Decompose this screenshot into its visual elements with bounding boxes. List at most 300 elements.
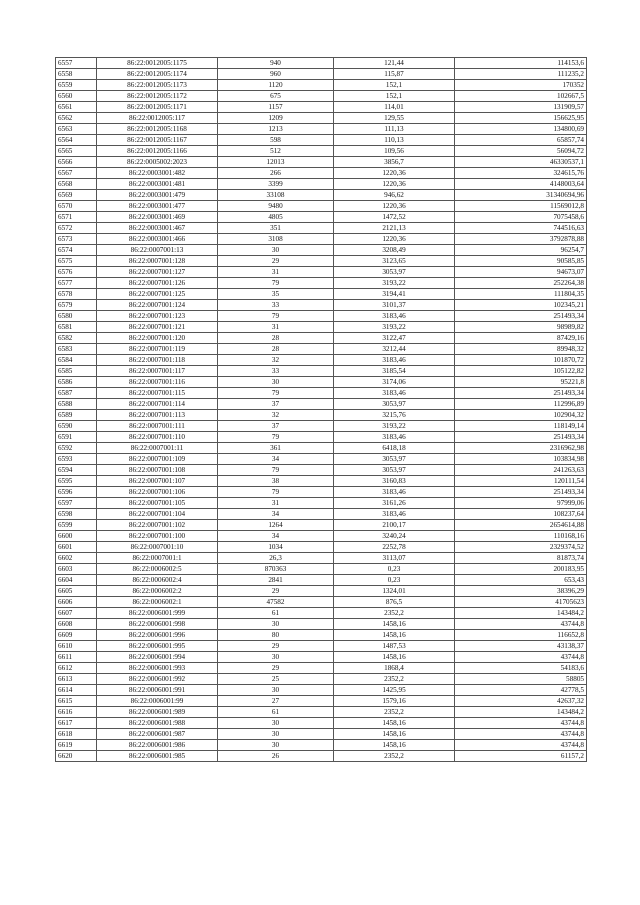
cadastral-number-cell: 86:22:0012005:1172 <box>97 91 218 102</box>
cadastral-value-cell: 4148003,64 <box>455 179 587 190</box>
cadastral-number-cell: 86:22:0007001:110 <box>97 432 218 443</box>
area-cell: 79 <box>218 311 334 322</box>
cadastral-value-cell: 96254,7 <box>455 245 587 256</box>
cadastral-number-cell: 86:22:0012005:1171 <box>97 102 218 113</box>
row-number-cell: 6572 <box>56 223 97 234</box>
table-row <box>56 542 587 553</box>
row-number-cell: 6592 <box>56 443 97 454</box>
table-row <box>56 355 587 366</box>
row-number-cell: 6573 <box>56 234 97 245</box>
row-number-cell: 6566 <box>56 157 97 168</box>
area-cell: 30 <box>218 245 334 256</box>
cadastral-number-cell: 86:22:0007001:106 <box>97 487 218 498</box>
unit-value-cell: 0,23 <box>334 575 455 586</box>
cadastral-value-cell: 118149,14 <box>455 421 587 432</box>
area-cell: 79 <box>218 432 334 443</box>
row-number-cell: 6608 <box>56 619 97 630</box>
area-cell: 34 <box>218 454 334 465</box>
row-number-cell: 6601 <box>56 542 97 553</box>
row-number-cell: 6559 <box>56 80 97 91</box>
unit-value-cell: 3161,26 <box>334 498 455 509</box>
table-row <box>56 729 587 740</box>
unit-value-cell: 2252,78 <box>334 542 455 553</box>
area-cell: 598 <box>218 135 334 146</box>
area-cell: 3399 <box>218 179 334 190</box>
table-row <box>56 652 587 663</box>
area-cell: 351 <box>218 223 334 234</box>
area-cell: 47582 <box>218 597 334 608</box>
table-row <box>56 333 587 344</box>
cadastral-number-cell: 86:22:0006001:998 <box>97 619 218 630</box>
cadastral-number-cell: 86:22:0007001:100 <box>97 531 218 542</box>
cadastral-value-cell: 2654614,88 <box>455 520 587 531</box>
area-cell: 30 <box>218 619 334 630</box>
cadastral-value-cell: 54183,6 <box>455 663 587 674</box>
cadastral-number-cell: 86:22:0012005:117 <box>97 113 218 124</box>
row-number-cell: 6596 <box>56 487 97 498</box>
cadastral-value-cell: 653,43 <box>455 575 587 586</box>
cadastral-number-cell: 86:22:0005002:2023 <box>97 157 218 168</box>
row-number-cell: 6609 <box>56 630 97 641</box>
cadastral-value-cell: 108237,64 <box>455 509 587 520</box>
unit-value-cell: 1458,16 <box>334 740 455 751</box>
area-cell: 26,3 <box>218 553 334 564</box>
cadastral-value-cell: 251493,34 <box>455 432 587 443</box>
cadastral-value-cell: 81873,74 <box>455 553 587 564</box>
table-row <box>56 410 587 421</box>
area-cell: 512 <box>218 146 334 157</box>
area-cell: 29 <box>218 641 334 652</box>
unit-value-cell: 876,5 <box>334 597 455 608</box>
row-number-cell: 6583 <box>56 344 97 355</box>
cadastral-number-cell: 86:22:0007001:119 <box>97 344 218 355</box>
cadastral-value-cell: 251493,34 <box>455 311 587 322</box>
area-cell: 31 <box>218 267 334 278</box>
table-row <box>56 322 587 333</box>
area-cell: 33108 <box>218 190 334 201</box>
cadastral-number-cell: 86:22:0007001:107 <box>97 476 218 487</box>
cadastral-value-cell: 134800,69 <box>455 124 587 135</box>
unit-value-cell: 129,55 <box>334 113 455 124</box>
unit-value-cell: 115,87 <box>334 69 455 80</box>
row-number-cell: 6580 <box>56 311 97 322</box>
table-row <box>56 245 587 256</box>
area-cell: 37 <box>218 421 334 432</box>
area-cell: 80 <box>218 630 334 641</box>
cadastral-value-cell: 102904,32 <box>455 410 587 421</box>
cadastral-number-cell: 86:22:0007001:1 <box>97 553 218 564</box>
cadastral-value-cell: 143484,2 <box>455 608 587 619</box>
cadastral-number-cell: 86:22:0006001:989 <box>97 707 218 718</box>
table-row <box>56 476 587 487</box>
cadastral-number-cell: 86:22:0006001:991 <box>97 685 218 696</box>
table-row <box>56 740 587 751</box>
row-number-cell: 6602 <box>56 553 97 564</box>
cadastral-value-cell: 111804,35 <box>455 289 587 300</box>
cadastral-value-cell: 103834,98 <box>455 454 587 465</box>
row-number-cell: 6593 <box>56 454 97 465</box>
unit-value-cell: 1458,16 <box>334 652 455 663</box>
table-row <box>56 564 587 575</box>
row-number-cell: 6577 <box>56 278 97 289</box>
cadastral-value-cell: 43138,37 <box>455 641 587 652</box>
table-row <box>56 146 587 157</box>
row-number-cell: 6591 <box>56 432 97 443</box>
row-number-cell: 6584 <box>56 355 97 366</box>
unit-value-cell: 3183,46 <box>334 311 455 322</box>
row-number-cell: 6565 <box>56 146 97 157</box>
cadastral-value-cell: 43744,8 <box>455 619 587 630</box>
area-cell: 35 <box>218 289 334 300</box>
row-number-cell: 6615 <box>56 696 97 707</box>
table-row <box>56 300 587 311</box>
unit-value-cell: 111,13 <box>334 124 455 135</box>
row-number-cell: 6600 <box>56 531 97 542</box>
row-number-cell: 6578 <box>56 289 97 300</box>
cadastral-number-cell: 86:22:0007001:108 <box>97 465 218 476</box>
area-cell: 30 <box>218 377 334 388</box>
cadastral-number-cell: 86:22:0006001:987 <box>97 729 218 740</box>
cadastral-number-cell: 86:22:0007001:117 <box>97 366 218 377</box>
table-row <box>56 553 587 564</box>
cadastral-value-cell: 105122,82 <box>455 366 587 377</box>
cadastral-number-cell: 86:22:0012005:1174 <box>97 69 218 80</box>
unit-value-cell: 1487,53 <box>334 641 455 652</box>
cadastral-value-cell: 101870,72 <box>455 355 587 366</box>
cadastral-number-cell: 86:22:0012005:1166 <box>97 146 218 157</box>
row-number-cell: 6558 <box>56 69 97 80</box>
table-row <box>56 388 587 399</box>
table-row <box>56 80 587 91</box>
cadastral-number-cell: 86:22:0007001:116 <box>97 377 218 388</box>
cadastral-number-cell: 86:22:0007001:123 <box>97 311 218 322</box>
table-row <box>56 113 587 124</box>
area-cell: 30 <box>218 740 334 751</box>
table-row <box>56 124 587 135</box>
table-row <box>56 718 587 729</box>
cadastral-value-cell: 89948,32 <box>455 344 587 355</box>
area-cell: 32 <box>218 410 334 421</box>
cadastral-number-cell: 86:22:0007001:114 <box>97 399 218 410</box>
table-row <box>56 223 587 234</box>
table-row <box>56 91 587 102</box>
row-number-cell: 6590 <box>56 421 97 432</box>
cadastral-value-cell: 251493,34 <box>455 487 587 498</box>
row-number-cell: 6614 <box>56 685 97 696</box>
area-cell: 25 <box>218 674 334 685</box>
table-row <box>56 597 587 608</box>
cadastral-number-cell: 86:22:0003001:466 <box>97 234 218 245</box>
cadastral-number-cell: 86:22:0006001:999 <box>97 608 218 619</box>
area-cell: 29 <box>218 586 334 597</box>
cadastral-value-cell: 170352 <box>455 80 587 91</box>
cadastral-value-cell: 241263,63 <box>455 465 587 476</box>
cadastral-value-cell: 90585,85 <box>455 256 587 267</box>
unit-value-cell: 3122,47 <box>334 333 455 344</box>
cadastral-value-cell: 43744,8 <box>455 652 587 663</box>
unit-value-cell: 1472,52 <box>334 212 455 223</box>
unit-value-cell: 3053,97 <box>334 399 455 410</box>
cadastral-value-cell: 41705623 <box>455 597 587 608</box>
unit-value-cell: 2352,2 <box>334 751 455 762</box>
table-row <box>56 487 587 498</box>
unit-value-cell: 3183,46 <box>334 432 455 443</box>
unit-value-cell: 3183,46 <box>334 509 455 520</box>
cadastral-value-cell: 43744,8 <box>455 718 587 729</box>
cadastral-value-cell: 95221,8 <box>455 377 587 388</box>
table-row <box>56 685 587 696</box>
unit-value-cell: 152,1 <box>334 80 455 91</box>
area-cell: 31 <box>218 498 334 509</box>
row-number-cell: 6570 <box>56 201 97 212</box>
cadastral-value-cell: 744516,63 <box>455 223 587 234</box>
area-cell: 1213 <box>218 124 334 135</box>
unit-value-cell: 121,44 <box>334 58 455 69</box>
table-row <box>56 498 587 509</box>
cadastral-value-cell: 111235,2 <box>455 69 587 80</box>
unit-value-cell: 3183,46 <box>334 388 455 399</box>
area-cell: 79 <box>218 465 334 476</box>
cadastral-value-cell: 38396,29 <box>455 586 587 597</box>
table-row <box>56 58 587 69</box>
unit-value-cell: 0,23 <box>334 564 455 575</box>
row-number-cell: 6594 <box>56 465 97 476</box>
unit-value-cell: 1458,16 <box>334 729 455 740</box>
table-row <box>56 289 587 300</box>
table-row <box>56 234 587 245</box>
area-cell: 1209 <box>218 113 334 124</box>
row-number-cell: 6568 <box>56 179 97 190</box>
table-row <box>56 630 587 641</box>
table-row <box>56 201 587 212</box>
cadastral-value-cell: 11569012,8 <box>455 201 587 212</box>
unit-value-cell: 1425,95 <box>334 685 455 696</box>
row-number-cell: 6605 <box>56 586 97 597</box>
area-cell: 30 <box>218 652 334 663</box>
row-number-cell: 6571 <box>56 212 97 223</box>
unit-value-cell: 3183,46 <box>334 487 455 498</box>
cadastral-value-cell: 102345,21 <box>455 300 587 311</box>
cadastral-value-cell: 65857,74 <box>455 135 587 146</box>
cadastral-number-cell: 86:22:0012005:1173 <box>97 80 218 91</box>
table-row <box>56 465 587 476</box>
cadastral-number-cell: 86:22:0007001:118 <box>97 355 218 366</box>
cadastral-number-cell: 86:22:0007001:104 <box>97 509 218 520</box>
unit-value-cell: 3240,24 <box>334 531 455 542</box>
row-number-cell: 6563 <box>56 124 97 135</box>
cadastral-number-cell: 86:22:0007001:13 <box>97 245 218 256</box>
row-number-cell: 6587 <box>56 388 97 399</box>
cadastral-value-cell: 2316962,98 <box>455 443 587 454</box>
area-cell: 34 <box>218 531 334 542</box>
unit-value-cell: 2100,17 <box>334 520 455 531</box>
cadastral-value-cell: 98989,82 <box>455 322 587 333</box>
area-cell: 960 <box>218 69 334 80</box>
cadastral-number-cell: 86:22:0012005:1168 <box>97 124 218 135</box>
cadastral-number-cell: 86:22:0007001:105 <box>97 498 218 509</box>
table-row <box>56 421 587 432</box>
row-number-cell: 6579 <box>56 300 97 311</box>
unit-value-cell: 1220,36 <box>334 179 455 190</box>
row-number-cell: 6562 <box>56 113 97 124</box>
cadastral-value-cell: 102667,5 <box>455 91 587 102</box>
row-number-cell: 6564 <box>56 135 97 146</box>
unit-value-cell: 1458,16 <box>334 718 455 729</box>
cadastral-value-cell: 94673,07 <box>455 267 587 278</box>
cadastral-number-cell: 86:22:0006002:2 <box>97 586 218 597</box>
area-cell: 27 <box>218 696 334 707</box>
table-row <box>56 608 587 619</box>
cadastral-value-cell: 42778,5 <box>455 685 587 696</box>
unit-value-cell: 114,01 <box>334 102 455 113</box>
area-cell: 3108 <box>218 234 334 245</box>
unit-value-cell: 3123,65 <box>334 256 455 267</box>
table-row <box>56 531 587 542</box>
cadastral-value-cell: 87429,16 <box>455 333 587 344</box>
table-row <box>56 454 587 465</box>
row-number-cell: 6599 <box>56 520 97 531</box>
row-number-cell: 6604 <box>56 575 97 586</box>
unit-value-cell: 3215,76 <box>334 410 455 421</box>
cadastral-number-cell: 86:22:0006002:5 <box>97 564 218 575</box>
unit-value-cell: 109,56 <box>334 146 455 157</box>
cadastral-number-cell: 86:22:0006001:996 <box>97 630 218 641</box>
table-row <box>56 399 587 410</box>
cadastral-number-cell: 86:22:0007001:126 <box>97 278 218 289</box>
cadastral-number-cell: 86:22:0006001:994 <box>97 652 218 663</box>
cadastral-number-cell: 86:22:0006001:99 <box>97 696 218 707</box>
row-number-cell: 6620 <box>56 751 97 762</box>
area-cell: 1157 <box>218 102 334 113</box>
cadastral-number-cell: 86:22:0012005:1167 <box>97 135 218 146</box>
unit-value-cell: 3185,54 <box>334 366 455 377</box>
area-cell: 32 <box>218 355 334 366</box>
table-row <box>56 377 587 388</box>
row-number-cell: 6612 <box>56 663 97 674</box>
row-number-cell: 6613 <box>56 674 97 685</box>
table-row <box>56 102 587 113</box>
table-row <box>56 707 587 718</box>
cadastral-number-cell: 86:22:0007001:109 <box>97 454 218 465</box>
cadastral-number-cell: 86:22:0003001:481 <box>97 179 218 190</box>
row-number-cell: 6576 <box>56 267 97 278</box>
unit-value-cell: 3101,37 <box>334 300 455 311</box>
unit-value-cell: 110,13 <box>334 135 455 146</box>
cadastral-number-cell: 86:22:0006001:995 <box>97 641 218 652</box>
table-row <box>56 443 587 454</box>
row-number-cell: 6589 <box>56 410 97 421</box>
cadastral-number-cell: 86:22:0007001:125 <box>97 289 218 300</box>
row-number-cell: 6610 <box>56 641 97 652</box>
area-cell: 38 <box>218 476 334 487</box>
cadastral-value-cell: 56094,72 <box>455 146 587 157</box>
cadastral-number-cell: 86:22:0003001:482 <box>97 168 218 179</box>
area-cell: 37 <box>218 399 334 410</box>
area-cell: 61 <box>218 707 334 718</box>
table-row <box>56 69 587 80</box>
row-number-cell: 6598 <box>56 509 97 520</box>
unit-value-cell: 1458,16 <box>334 619 455 630</box>
cadastral-number-cell: 86:22:0007001:121 <box>97 322 218 333</box>
table-row <box>56 619 587 630</box>
unit-value-cell: 946,62 <box>334 190 455 201</box>
row-number-cell: 6611 <box>56 652 97 663</box>
cadastral-value-cell: 3792878,88 <box>455 234 587 245</box>
row-number-cell: 6597 <box>56 498 97 509</box>
row-number-cell: 6561 <box>56 102 97 113</box>
table-row <box>56 366 587 377</box>
unit-value-cell: 1220,36 <box>334 168 455 179</box>
cadastral-value-cell: 324615,76 <box>455 168 587 179</box>
area-cell: 30 <box>218 685 334 696</box>
row-number-cell: 6595 <box>56 476 97 487</box>
cadastral-number-cell: 86:22:0012005:1175 <box>97 58 218 69</box>
unit-value-cell: 1458,16 <box>334 630 455 641</box>
row-number-cell: 6582 <box>56 333 97 344</box>
area-cell: 28 <box>218 333 334 344</box>
table-row <box>56 190 587 201</box>
row-number-cell: 6618 <box>56 729 97 740</box>
unit-value-cell: 1220,36 <box>334 234 455 245</box>
row-number-cell: 6603 <box>56 564 97 575</box>
table-row <box>56 586 587 597</box>
unit-value-cell: 3193,22 <box>334 278 455 289</box>
cadastral-number-cell: 86:22:0007001:120 <box>97 333 218 344</box>
cadastral-value-cell: 46330537,1 <box>455 157 587 168</box>
cadastral-number-cell: 86:22:0003001:477 <box>97 201 218 212</box>
cadastral-number-cell: 86:22:0006002:4 <box>97 575 218 586</box>
cadastral-number-cell: 86:22:0006001:986 <box>97 740 218 751</box>
area-cell: 4805 <box>218 212 334 223</box>
area-cell: 1264 <box>218 520 334 531</box>
table-row <box>56 344 587 355</box>
table-row <box>56 509 587 520</box>
area-cell: 26 <box>218 751 334 762</box>
cadastral-number-cell: 86:22:0006001:993 <box>97 663 218 674</box>
cadastral-value-cell: 251493,34 <box>455 388 587 399</box>
area-cell: 61 <box>218 608 334 619</box>
cadastral-value-cell: 97999,06 <box>455 498 587 509</box>
row-number-cell: 6581 <box>56 322 97 333</box>
row-number-cell: 6606 <box>56 597 97 608</box>
unit-value-cell: 3193,22 <box>334 421 455 432</box>
area-cell: 12013 <box>218 157 334 168</box>
table-row <box>56 267 587 278</box>
unit-value-cell: 3856,7 <box>334 157 455 168</box>
table-row <box>56 135 587 146</box>
cadastral-number-cell: 86:22:0007001:10 <box>97 542 218 553</box>
cadastral-number-cell: 86:22:0007001:127 <box>97 267 218 278</box>
unit-value-cell: 2352,2 <box>334 674 455 685</box>
row-number-cell: 6586 <box>56 377 97 388</box>
area-cell: 79 <box>218 278 334 289</box>
table-row <box>56 256 587 267</box>
unit-value-cell: 3113,07 <box>334 553 455 564</box>
cadastral-value-cell: 7075458,6 <box>455 212 587 223</box>
cadastral-number-cell: 86:22:0007001:102 <box>97 520 218 531</box>
row-number-cell: 6616 <box>56 707 97 718</box>
row-number-cell: 6557 <box>56 58 97 69</box>
row-number-cell: 6560 <box>56 91 97 102</box>
area-cell: 2841 <box>218 575 334 586</box>
unit-value-cell: 152,1 <box>334 91 455 102</box>
table-row <box>56 157 587 168</box>
table-row <box>56 641 587 652</box>
row-number-cell: 6575 <box>56 256 97 267</box>
unit-value-cell: 2352,2 <box>334 707 455 718</box>
area-cell: 34 <box>218 509 334 520</box>
cadastral-value-cell: 42637,32 <box>455 696 587 707</box>
